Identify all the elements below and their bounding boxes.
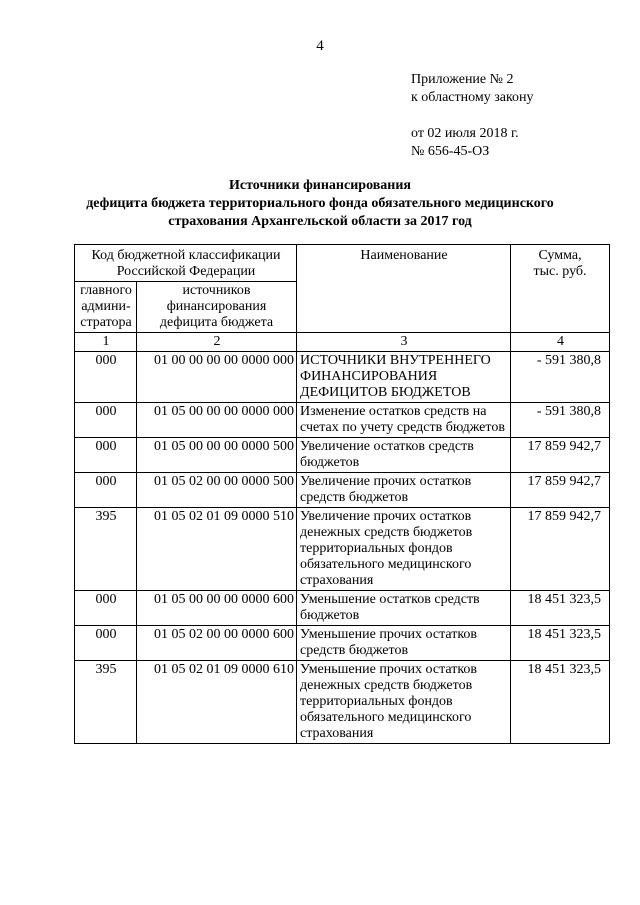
header-sources: источников финансирования дефицита бюджета <box>137 282 297 333</box>
cell-admin-code: 000 <box>75 438 137 473</box>
appendix-date: от 02 июля 2018 г. <box>411 126 519 141</box>
cell-source-code: 01 05 02 00 00 0000 600 <box>137 626 297 661</box>
table-row <box>75 473 610 508</box>
cell-name: Увеличение остатков средств бюджетов <box>297 438 511 473</box>
column-number: 3 <box>297 333 511 352</box>
cell-sum: 18 451 323,5 <box>511 626 610 661</box>
cell-name: Уменьшение прочих остатков денежных средств бюджетов территориальных фондов обязательного медицинского страхования <box>297 661 511 744</box>
cell-sum: 18 451 323,5 <box>511 661 610 744</box>
cell-admin-code: 000 <box>75 626 137 661</box>
sources-table <box>74 244 610 744</box>
cell-name: ИСТОЧНИКИ ВНУТРЕННЕГО ФИНАНСИРОВАНИЯ ДЕФИЦИТОВ БЮДЖЕТОВ <box>297 352 511 403</box>
cell-source-code: 01 05 00 00 00 0000 000 <box>137 403 297 438</box>
cell-admin-code: 000 <box>75 591 137 626</box>
cell-sum: 18 451 323,5 <box>511 591 610 626</box>
appendix-block <box>411 71 534 161</box>
cell-name: Уменьшение остатков средств бюджетов <box>297 591 511 626</box>
table-row <box>75 438 610 473</box>
title-line: страхования Архангельской области за 2017 год <box>168 214 472 229</box>
title-line: дефицита бюджета территориального фонда обязательного медицинского <box>86 196 554 211</box>
cell-source-code: 01 05 00 00 00 0000 500 <box>137 438 297 473</box>
cell-source-code: 01 05 02 00 00 0000 500 <box>137 473 297 508</box>
table-row <box>75 352 610 403</box>
table-row <box>75 403 610 438</box>
column-number: 1 <box>75 333 137 352</box>
header-code-group: Код бюджетной классификации Российской Федерации <box>75 245 297 282</box>
document-title <box>60 177 580 231</box>
title-line: Источники финансирования <box>229 178 411 193</box>
page-number: 4 <box>316 38 324 54</box>
cell-sum: - 591 380,8 <box>511 403 610 438</box>
cell-sum: - 591 380,8 <box>511 352 610 403</box>
column-number: 2 <box>137 333 297 352</box>
cell-sum: 17 859 942,7 <box>511 508 610 591</box>
cell-sum: 17 859 942,7 <box>511 438 610 473</box>
table-row <box>75 508 610 591</box>
cell-admin-code: 000 <box>75 403 137 438</box>
cell-admin-code: 395 <box>75 508 137 591</box>
cell-name: Увеличение прочих остатков средств бюджетов <box>297 473 511 508</box>
header-admin: главного админи-стратора <box>75 282 137 333</box>
appendix-number: № 656-45-ОЗ <box>411 144 490 159</box>
cell-admin-code: 000 <box>75 352 137 403</box>
cell-name: Увеличение прочих остатков денежных средств бюджетов территориальных фондов обязательного медицинского страхования <box>297 508 511 591</box>
cell-admin-code: 000 <box>75 473 137 508</box>
cell-name: Уменьшение прочих остатков средств бюджетов <box>297 626 511 661</box>
cell-source-code: 01 05 02 01 09 0000 510 <box>137 508 297 591</box>
column-number: 4 <box>511 333 610 352</box>
table-row <box>75 626 610 661</box>
cell-source-code: 01 05 02 01 09 0000 610 <box>137 661 297 744</box>
cell-source-code: 01 05 00 00 00 0000 600 <box>137 591 297 626</box>
table-row <box>75 591 610 626</box>
cell-admin-code: 395 <box>75 661 137 744</box>
appendix-line: Приложение № 2 <box>411 72 514 87</box>
cell-name: Изменение остатков средств на счетах по учету средств бюджетов <box>297 403 511 438</box>
cell-source-code: 01 00 00 00 00 0000 000 <box>137 352 297 403</box>
header-sum: Сумма, тыс. руб. <box>511 245 610 333</box>
header-name: Наименование <box>297 245 511 333</box>
appendix-line: к областному закону <box>411 90 534 105</box>
table-row <box>75 661 610 744</box>
cell-sum: 17 859 942,7 <box>511 473 610 508</box>
